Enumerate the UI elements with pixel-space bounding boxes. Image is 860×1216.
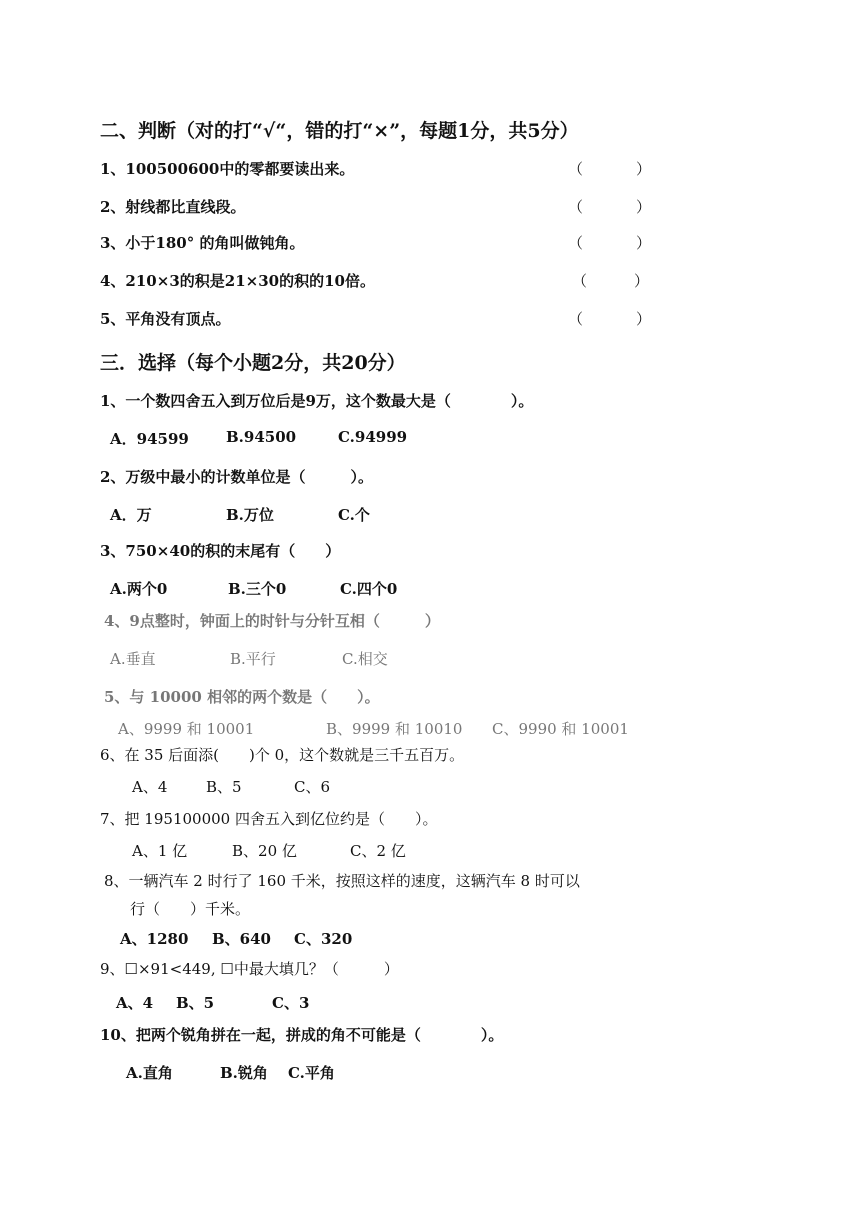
answer-paren-open: （ xyxy=(568,160,584,178)
judge-item-5: 5、平角没有顶点。 xyxy=(100,310,231,328)
option-b: B、5 xyxy=(176,994,215,1012)
choice-question-1: 1、一个数四舍五入到万位后是9万，这个数最大是（ ）。 xyxy=(100,392,534,410)
answer-paren-close: ） xyxy=(634,272,650,290)
choice-question-5: 5、与 10000 相邻的两个数是（ ）。 xyxy=(104,688,380,706)
option-a: A．94599 xyxy=(110,430,189,448)
answer-paren-close: ） xyxy=(636,234,652,252)
option-b: B.锐角 xyxy=(220,1064,268,1082)
option-a: A、1 亿 xyxy=(132,842,188,860)
choice-question-6: 6、在 35 后面添( )个 0，这个数就是三千五百万。 xyxy=(100,746,465,764)
answer-paren-open: （ xyxy=(568,234,584,252)
option-b: B、640 xyxy=(212,930,271,948)
judge-item-2: 2、射线都比直线段。 xyxy=(100,198,246,216)
option-b: B.三个0 xyxy=(228,580,287,598)
choice-question-7: 7、把 195100000 四舍五入到亿位约是（ ）。 xyxy=(100,810,438,828)
option-a: A.垂直 xyxy=(110,650,156,668)
option-b: B、9999 和 10010 xyxy=(326,720,463,738)
choice-question-4: 4、9点整时，钟面上的时针与分针互相（ ） xyxy=(104,612,440,630)
judge-item-3: 3、小于180° 的角叫做钝角。 xyxy=(100,234,305,252)
option-a: A、1280 xyxy=(120,930,189,948)
option-a: A、9999 和 10001 xyxy=(118,720,255,738)
choice-options-8 xyxy=(0,928,860,948)
judge-item-4: 4、210×3的积是21×30的积的10倍。 xyxy=(100,272,375,290)
choice-options-4 xyxy=(0,648,860,668)
answer-paren-close: ） xyxy=(636,310,652,328)
option-c: C.四个0 xyxy=(340,580,398,598)
option-c: C、2 亿 xyxy=(350,842,406,860)
choice-options-5 xyxy=(0,718,860,738)
option-b: B.94500 xyxy=(226,428,297,446)
choice-question-8-continued: 行（ ）千米。 xyxy=(130,900,251,918)
answer-paren-open: （ xyxy=(568,198,584,216)
choice-question-9: 9、☐×91<449, ☐中最大填几？（ ） xyxy=(100,960,399,978)
option-b: B.万位 xyxy=(226,506,274,524)
option-c: C、6 xyxy=(294,778,331,796)
choice-options-10 xyxy=(0,1062,860,1082)
choice-options-1 xyxy=(0,428,860,448)
option-a: A、4 xyxy=(132,778,168,796)
choice-question-2: 2、万级中最小的计数单位是（ ）。 xyxy=(100,468,373,486)
choice-options-3 xyxy=(0,578,860,598)
answer-paren-close: ） xyxy=(636,160,652,178)
option-b: B.平行 xyxy=(230,650,276,668)
option-c: C.平角 xyxy=(288,1064,335,1082)
option-c: C、3 xyxy=(272,994,310,1012)
option-c: C、9990 和 10001 xyxy=(492,720,629,738)
judge-item-1: 1、100500600中的零都要读出来。 xyxy=(100,160,355,178)
option-c: C.个 xyxy=(338,506,370,524)
option-c: C.相交 xyxy=(342,650,388,668)
choice-options-7 xyxy=(0,840,860,860)
answer-paren-open: （ xyxy=(572,272,588,290)
choice-question-10: 10、把两个锐角拼在一起，拼成的角不可能是（ ）。 xyxy=(100,1026,504,1044)
section-2-title: 二、判断（对的打“√“，错的打“×”，每题1分，共5分） xyxy=(100,120,579,142)
answer-paren-open: （ xyxy=(568,310,584,328)
choice-options-6 xyxy=(0,776,860,796)
answer-paren-close: ） xyxy=(636,198,652,216)
option-b: B、20 亿 xyxy=(232,842,297,860)
choice-question-8: 8、一辆汽车 2 时行了 160 千米，按照这样的速度，这辆汽车 8 时可以 xyxy=(104,872,580,890)
option-c: C.94999 xyxy=(338,428,408,446)
option-a: A.两个0 xyxy=(110,580,168,598)
choice-options-9 xyxy=(0,992,860,1012)
choice-question-3: 3、750×40的积的末尾有（ ） xyxy=(100,542,341,560)
section-3-title: 三．选择（每个小题2分，共20分） xyxy=(100,352,406,374)
option-a: A、4 xyxy=(116,994,154,1012)
choice-options-2 xyxy=(0,504,860,524)
option-a: A.直角 xyxy=(126,1064,173,1082)
option-a: A．万 xyxy=(110,506,152,524)
option-c: C、320 xyxy=(294,930,353,948)
option-b: B、5 xyxy=(206,778,242,796)
